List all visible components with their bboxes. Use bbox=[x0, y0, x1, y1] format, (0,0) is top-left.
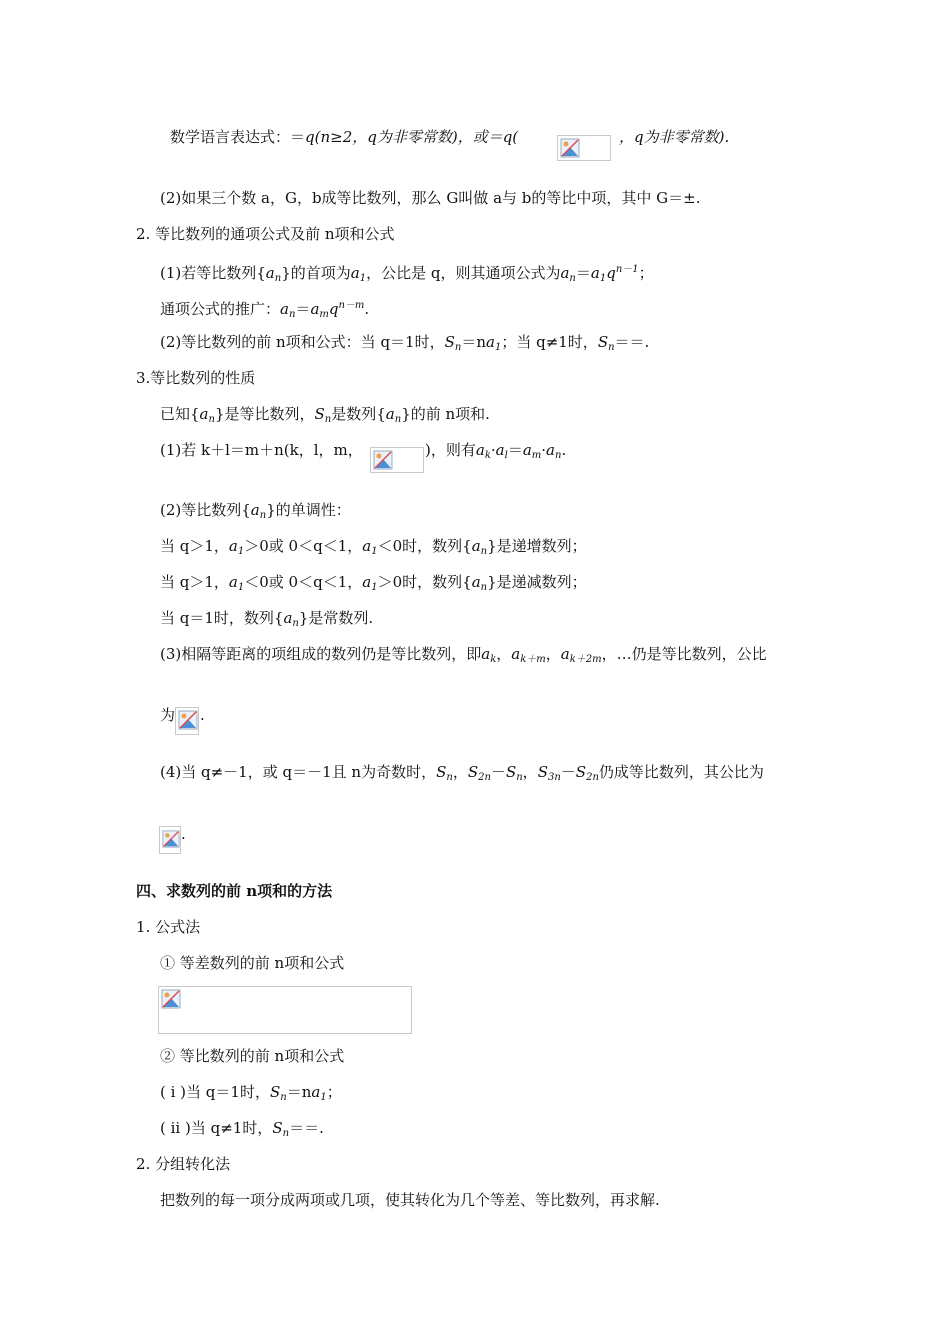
text-line: ② 等比数列的前 n项和公式 bbox=[160, 1047, 345, 1065]
text-line: (1)若 k＋l＝m＋n(k，l，m， bbox=[160, 441, 363, 459]
text-line: 当 q＝1时，数列$\{a_n\}$是常数列. bbox=[160, 609, 374, 629]
section-heading: 2. 等比数列的通项公式及前 n项和公式 bbox=[136, 225, 395, 243]
section-heading: 1. 公式法 bbox=[136, 918, 201, 936]
section-heading: 3.等比数列的性质 bbox=[136, 369, 256, 387]
broken-image-icon bbox=[158, 986, 412, 1034]
section-heading: 2. 分组转化法 bbox=[136, 1155, 231, 1173]
text-line: 为 bbox=[160, 706, 176, 724]
broken-image-icon bbox=[370, 447, 424, 473]
text-line: 当 q＞1，$a_1>0$或 0＜q＜1，$a_1<0$时，数列$\{a_n\}$是递增数列； bbox=[160, 537, 587, 557]
broken-image-icon bbox=[175, 707, 199, 735]
text-line: . bbox=[181, 825, 186, 843]
text-line: 通项公式的推广：$a_n=a_mq^{n-m}$. bbox=[160, 300, 370, 320]
text-line: 把数列的每一项分成两项或几项，使其转化为几个等差、等比数列，再求解. bbox=[160, 1191, 660, 1209]
text-line: (3)相隔等距离的项组成的数列仍是等比数列，即$a_k$，$a_{k+m}$，$a_{k+2m}$，…仍是等比数列，公比 bbox=[160, 645, 767, 665]
text-line: (1)若等比数列$\{a_n\}$的首项为$a_1$，公比是 q，则其通项公式为$a_n=a_1q^{n-1}$； bbox=[160, 264, 654, 284]
text-line: ( ii )当 q≠1时，$S_n==$. bbox=[160, 1119, 324, 1139]
text-line: 数学语言表达式：＝q(n≥2，q为非零常数)，或＝q( bbox=[170, 128, 519, 146]
text-line: ，q为非零常数). bbox=[619, 128, 730, 146]
text-line: (4)当 q≠－1，或 q＝－1且 n为奇数时，$S_n$，$S_{2n}-S_n$，$S_{3n}-S_{2n}$仍成等比数列，其公比为 bbox=[160, 763, 764, 783]
text-line: 已知$\{a_n\}$是等比数列，$S_n$是数列$\{a_n\}$的前 n项和. bbox=[160, 405, 490, 425]
broken-image-icon bbox=[159, 826, 181, 854]
text-line: . bbox=[200, 706, 205, 724]
text-line: (2)等比数列的前 n项和公式：当 q＝1时，$S_n=na_1$；当 q≠1时，$S_n==$. bbox=[160, 333, 650, 353]
section-heading: 四、求数列的前 n项和的方法 bbox=[136, 882, 333, 900]
text-line: )，则有$a_k\cdot a_l=a_m\cdot a_n$. bbox=[425, 441, 567, 461]
text-line: (2)等比数列$\{a_n\}$的单调性： bbox=[160, 501, 351, 521]
text-line: 当 q＞1，$a_1<0$或 0＜q＜1，$a_1>0$时，数列$\{a_n\}$是递减数列； bbox=[160, 573, 587, 593]
text-line: ( i )当 q＝1时，$S_n=na_1$； bbox=[160, 1083, 342, 1103]
text-line: ① 等差数列的前 n项和公式 bbox=[160, 954, 345, 972]
text-line: (2)如果三个数 a，G，b成等比数列，那么 G叫做 a与 b的等比中项，其中 G＝±. bbox=[160, 189, 701, 207]
broken-image-icon bbox=[557, 135, 611, 161]
